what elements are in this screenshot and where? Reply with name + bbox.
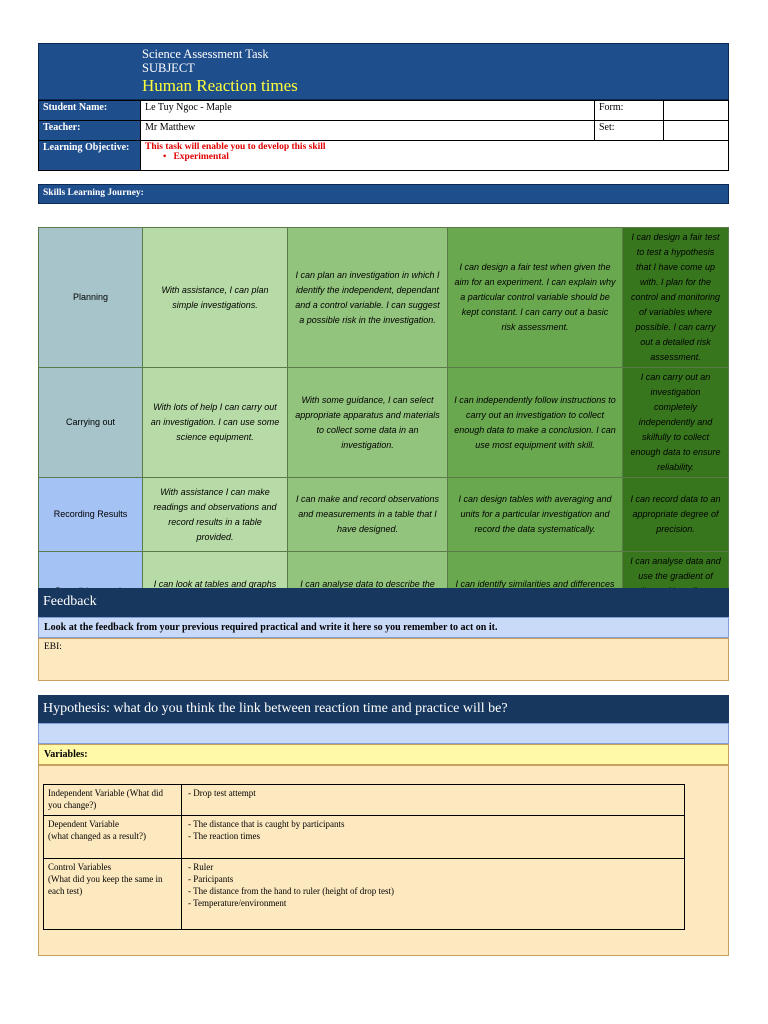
student-name-value[interactable]: Le Tuy Ngoc - Maple — [141, 101, 595, 121]
student-info-table — [38, 100, 729, 171]
value-line: - The distance from the hand to ruler (height of drop test) — [188, 886, 395, 896]
objective-bullet-text: Experimental — [173, 152, 229, 162]
skill-level-1: With assistance, I can plan simple investigations. — [143, 228, 288, 368]
variables-table — [43, 784, 685, 930]
subject-label: SUBJECT — [142, 61, 195, 75]
skills-journey-table — [38, 227, 729, 632]
skill-level-4: I can design a fair test to test a hypothesis that I have come up with. I plan for the control and monitoring of variables where possible. I can carry out a detailed risk assessment. — [623, 228, 729, 368]
ebi-label: EBI: — [44, 642, 62, 652]
skill-level-4: I can analyse data and use the gradient of — [623, 552, 729, 632]
value-line: - The reaction times — [188, 831, 261, 841]
variable-label — [44, 816, 182, 859]
set-label: Set: — [595, 121, 664, 141]
skill-level-4: I can record data to an appropriate degree of precision. — [623, 478, 729, 552]
skill-name: Carrying out — [39, 368, 143, 478]
student-name-label: Student Name: — [39, 101, 141, 121]
skill-name: Recording Results — [39, 478, 143, 552]
skills-journey-bar: Skills Learning Journey: — [38, 184, 729, 204]
skill-level-1: With assistance I can make readings and observations and record results in a table provided. — [143, 478, 288, 552]
value-line: - The distance that is caught by participants — [188, 819, 345, 829]
variable-value[interactable] — [182, 816, 685, 859]
skill-level-2: I can make and record observations and measurements in a table that I have designed. — [288, 478, 448, 552]
label-line: (what changed as a result?) — [48, 831, 146, 841]
variable-label — [44, 785, 182, 816]
teacher-value[interactable]: Mr Matthew — [141, 121, 595, 141]
label-line: Dependent Variable — [48, 819, 120, 829]
skill-level-3: I can design tables with averaging and units for a particular investigation and record the data systematically. — [448, 478, 623, 552]
value-line: - Temperature/environment — [188, 898, 287, 908]
skill-level-2: I can plan an investigation in which I identify the independent, dependant and a control variable. I can suggest a possible risk in the investigation. — [288, 228, 448, 368]
label-line: each test) — [48, 886, 83, 896]
variable-value[interactable] — [182, 785, 685, 816]
hypothesis-answer-field[interactable] — [38, 723, 729, 744]
value-line: - Paricipants — [188, 874, 234, 884]
value-line: - Drop test attempt — [188, 788, 256, 798]
form-label: Form: — [595, 101, 664, 121]
label-line: Independent Variable (What did — [48, 788, 164, 798]
variable-label — [44, 859, 182, 930]
skill-level-2: I can analyse data to describe the — [288, 552, 448, 632]
hypothesis-heading: Hypothesis: what do you think the link between reaction time and practice will be? — [38, 695, 729, 723]
label-line: (What did you keep the same in — [48, 874, 163, 884]
learning-objective-value — [141, 141, 729, 171]
objective-line: This task will enable you to develop this skill — [145, 142, 326, 152]
skill-level-3: I can identify similarities and differences — [448, 552, 623, 632]
page-title: Human Reaction times — [142, 76, 298, 95]
skill-level-3: I can independently follow instructions to carry out an investigation to collect enough data to make a conclusion. I can use most equipment with skill. — [448, 368, 623, 478]
variables-heading: Variables: — [38, 744, 729, 765]
feedback-ebi-field[interactable] — [38, 638, 729, 681]
learning-objective-label: Learning Objective: — [39, 141, 141, 171]
set-value[interactable] — [664, 121, 729, 141]
skill-level-4: I can carry out an investigation completely independently and skilfully to collect enough data to ensure reliability. — [623, 368, 729, 478]
skill-level-3: I can design a fair test when given the aim for an experiment. I can explain why a particular control variable should be kept constant. I can carry out a basic risk assessment. — [448, 228, 623, 368]
skill-level-1: I can look at tables and graphs — [143, 552, 288, 632]
label-line: Control Variables — [48, 862, 112, 872]
value-line: - Ruler — [188, 862, 214, 872]
objective-bullet: • Experimental — [163, 152, 229, 162]
skill-level-1: With lots of help I can carry out an investigation. I can use some science equipment. — [143, 368, 288, 478]
skill-level-2: With some guidance, I can select appropriate apparatus and materials to collect some data in an investigation. — [288, 368, 448, 478]
feedback-heading: Feedback — [38, 588, 729, 617]
teacher-label: Teacher: — [39, 121, 141, 141]
feedback-instruction: Look at the feedback from your previous required practical and write it here so you remember to act on it. — [38, 617, 729, 638]
form-value[interactable] — [664, 101, 729, 121]
task-type: Science Assessment Task — [142, 47, 269, 61]
label-line: you change?) — [48, 800, 97, 810]
variable-value[interactable] — [182, 859, 685, 930]
skill-name: Planning — [39, 228, 143, 368]
